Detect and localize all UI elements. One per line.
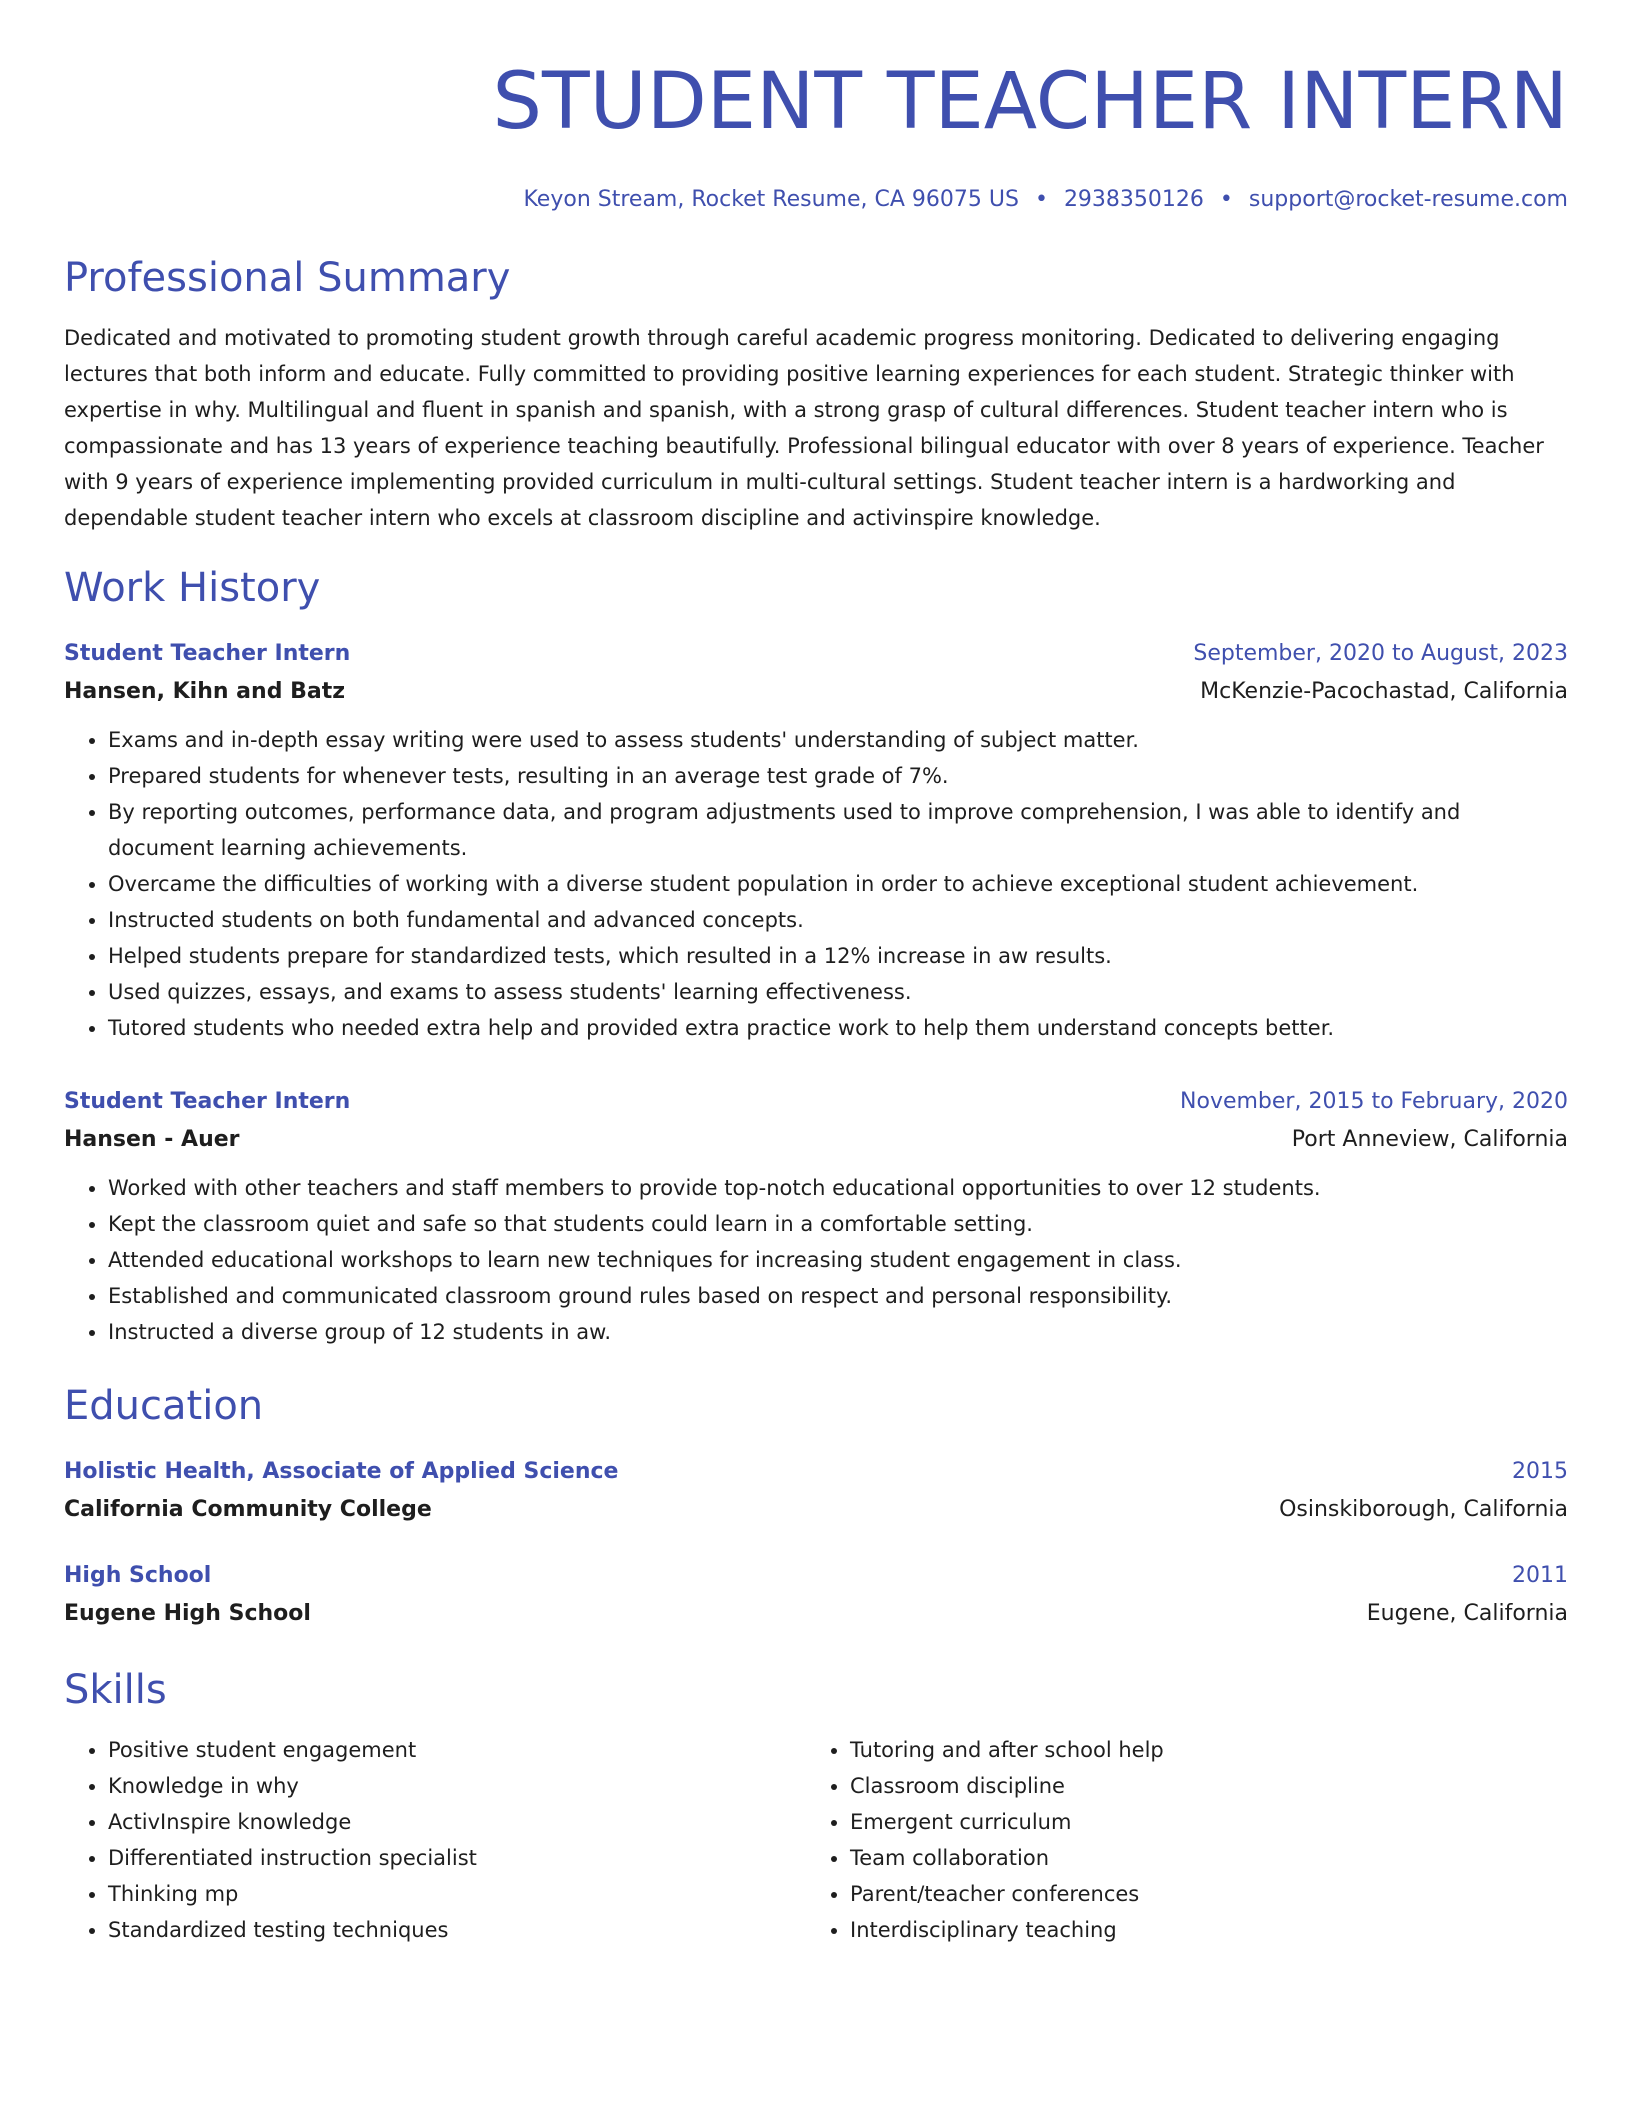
education-school-row (64, 1594, 1568, 1634)
skill-item: • Thinking mp (108, 1876, 806, 1912)
education-degree: High School (64, 1563, 212, 1588)
skills-heading: Skills (64, 1667, 167, 1713)
skill-item: • Positive student engagement (108, 1732, 806, 1768)
job-bullet: • Instructed a diverse group of 12 students in aw. (108, 1314, 1568, 1350)
job-bullet: • Used quizzes, essays, and exams to assess students' learning effectiveness. (108, 974, 1568, 1010)
skill-item: • Emergent curriculum (850, 1804, 1548, 1840)
job-company-row (64, 672, 1568, 712)
skill-item: • ActivInspire knowledge (108, 1804, 806, 1840)
job-company: Hansen - Auer (64, 1127, 240, 1152)
job-entry (64, 636, 1568, 1046)
job-bullet: • Kept the classroom quiet and safe so that students could learn in a comfortable setting. (108, 1206, 1568, 1242)
work-history-heading: Work History (64, 565, 321, 611)
education-degree: Holistic Health, Associate of Applied Science (64, 1459, 619, 1484)
education-heading: Education (64, 1383, 264, 1429)
job-company: Hansen, Kihn and Batz (64, 679, 346, 704)
job-bullet-list (64, 722, 1568, 1046)
skill-item: • Interdisciplinary teaching (850, 1912, 1548, 1948)
job-location: Port Anneview, California (1291, 1127, 1568, 1152)
job-bullet: • Helped students prepare for standardized tests, which resulted in a 12% increase in aw results. (108, 938, 1568, 974)
summary-heading: Professional Summary (64, 255, 511, 301)
skill-item: • Differentiated instruction specialist (108, 1840, 806, 1876)
job-location: McKenzie-Pacochastad, California (1200, 679, 1568, 704)
skills-columns (64, 1732, 1568, 1948)
job-bullet: • Overcame the difficulties of working with a diverse student population in order to achieve exceptional student achievement. (108, 866, 1568, 902)
education-school: California Community College (64, 1497, 432, 1522)
skills-list-right (806, 1732, 1548, 1948)
education-location: Eugene, California (1366, 1601, 1568, 1626)
education-location: Osinskiborough, California (1279, 1497, 1568, 1522)
job-bullet: • Tutored students who needed extra help and provided extra practice work to help them understand concepts better. (108, 1010, 1568, 1046)
skill-item: • Parent/teacher conferences (850, 1876, 1548, 1912)
education-header-row (64, 1558, 1568, 1594)
education-school: Eugene High School (64, 1601, 311, 1626)
job-dates: November, 2015 to February, 2020 (1180, 1089, 1568, 1114)
education-year: 2011 (1512, 1563, 1568, 1588)
job-title: Student Teacher Intern (64, 1089, 351, 1114)
skills-list-left (64, 1732, 806, 1948)
education-school-row (64, 1490, 1568, 1530)
job-bullet: • Instructed students on both fundamental and advanced concepts. (108, 902, 1568, 938)
education-year: 2015 (1512, 1459, 1568, 1484)
skill-item: • Team collaboration (850, 1840, 1548, 1876)
job-bullet: • Attended educational workshops to learn new techniques for increasing student engagement in class. (108, 1242, 1568, 1278)
job-bullet: • Prepared students for whenever tests, resulting in an average test grade of 7%. (108, 758, 1568, 794)
job-entry (64, 1084, 1568, 1350)
skill-item: • Standardized testing techniques (108, 1912, 806, 1948)
resume-page (64, 0, 1568, 1948)
job-bullet: • Worked with other teachers and staff members to provide top-notch educational opportunities to over 12 students. (108, 1170, 1568, 1206)
contact-separator: • (1219, 187, 1233, 212)
job-bullet: • Established and communicated classroom ground rules based on respect and personal responsibility. (108, 1278, 1568, 1314)
contact-phone: 2938350126 (1063, 187, 1204, 212)
skill-item: • Tutoring and after school help (850, 1732, 1548, 1768)
contact-address: Keyon Stream, Rocket Resume, CA 96075 US (523, 187, 1019, 212)
job-header-row (64, 1084, 1568, 1120)
contact-line (64, 184, 1568, 216)
education-entry (64, 1454, 1568, 1530)
education-entry (64, 1558, 1568, 1634)
education-header-row (64, 1454, 1568, 1490)
contact-email: support@rocket-resume.com (1248, 187, 1568, 212)
job-bullet-list (64, 1170, 1568, 1350)
job-bullet: • Exams and in-depth essay writing were used to assess students' understanding of subject matter. (108, 722, 1568, 758)
skill-item: • Knowledge in why (108, 1768, 806, 1804)
job-header-row (64, 636, 1568, 672)
job-bullet: • By reporting outcomes, performance data, and program adjustments used to improve comprehension, I was able to identify and document learning achievements. (108, 794, 1568, 866)
job-title: Student Teacher Intern (64, 641, 351, 666)
skill-item: • Classroom discipline (850, 1768, 1548, 1804)
job-company-row (64, 1120, 1568, 1160)
job-dates: September, 2020 to August, 2023 (1193, 641, 1568, 666)
summary-text: Dedicated and motivated to promoting student growth through careful academic progress monitoring. Dedicated to delivering engaging lectures that both inform and educate. Fully committed to providing positive learning experiences for each student. Strategic thinker with expertise in why. Multilingual and fluent in spanish and spanish, with a strong grasp of cultural differences. Student teacher intern who is compassionate and has 13 years of experience teaching beautifully. Professional bilingual educator with over 8 years of experience. Teacher with 9 years of experience implementing provided curriculum in multi-cultural settings. Student teacher intern is a hardworking and dependable student teacher intern who excels at classroom discipline and activinspire knowledge. (64, 326, 1544, 530)
resume-name-title: STUDENT TEACHER INTERN (492, 57, 1568, 147)
contact-separator: • (1034, 187, 1048, 212)
